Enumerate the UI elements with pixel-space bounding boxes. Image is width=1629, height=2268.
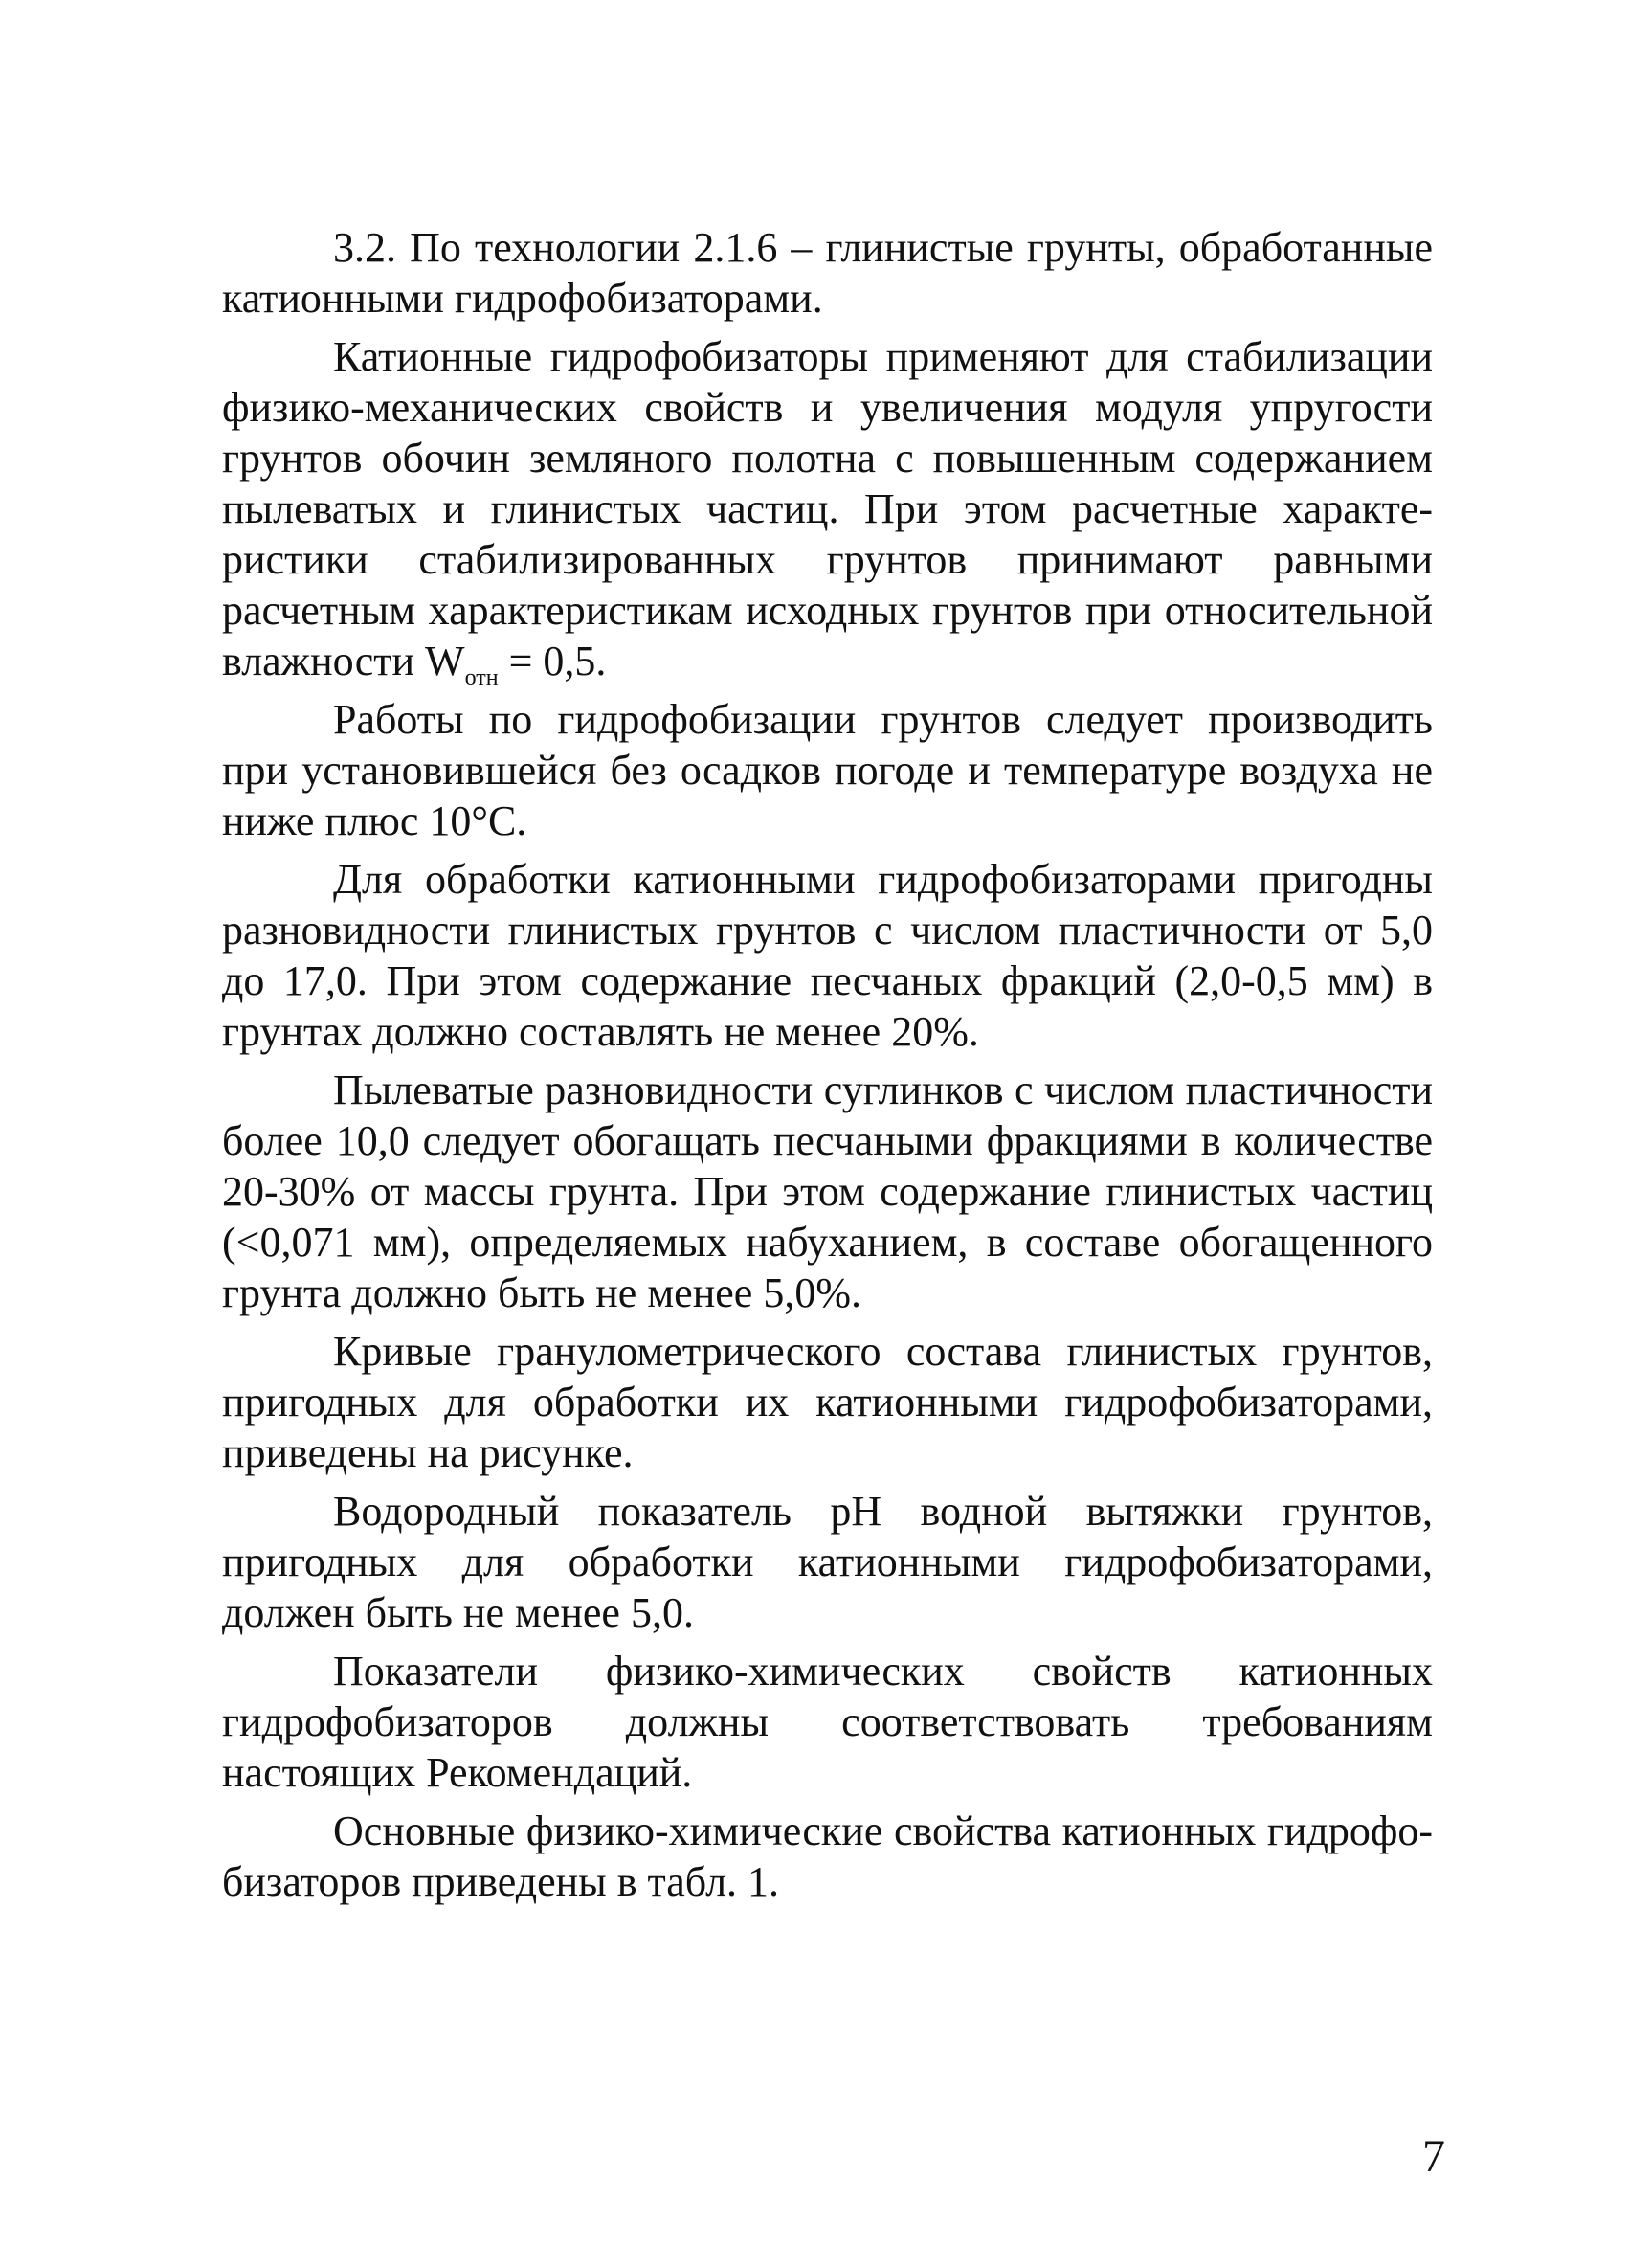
paragraph-cationic-purpose-text: Катионные гидрофобизаторы применяют для стабилизации физико-механических свойств и увеличения модуля упругости грунтов обочин земляного полотна с повышенным содержанием пылеватых и глинистых частиц. При этом расчетные характеристики стабилизированных грунтов принимают равными расчетным характеристикам исходных грунтов при относительной влажности W (222, 333, 1433, 685)
paragraph-section-heading: 3.2. По технологии 2.1.6 – глинистые грунты, обработанные катионными гидрофобизаторами. (222, 224, 1433, 322)
moisture-value: = 0,5. (498, 638, 607, 685)
moisture-subscript: отн (464, 665, 499, 690)
paragraph-cationic-purpose (222, 331, 1433, 690)
paragraph-work-conditions: Работы по гидрофобизации грунтов следует производить при установившейся без осадков погоде и температуре воздуха не ниже плюс 10°С. (222, 696, 1433, 844)
paragraph-properties-requirements: Показатели физико-химических свойств катионных гидрофобизаторов должны соответствовать требованиям настоящих Рекомендаций. (222, 1648, 1433, 1796)
paragraph-table-reference: Основные физико-химические свойства катионных гидрофобизаторов приведены в табл. 1. (222, 1808, 1433, 1905)
page-number: 7 (1422, 2131, 1445, 2182)
paragraph-ph-requirement: Водородный показатель рН водной вытяжки грунтов, пригодных для обработки катионными гидрофобизаторами, должен быть не менее 5,0. (222, 1488, 1433, 1636)
paragraph-granulometric-curves: Кривые гранулометрического состава глинистых грунтов, пригодных для обработки их катионными гидрофобизаторами, приведены на рисунке. (222, 1328, 1433, 1476)
paragraph-loam-enrichment: Пылеватые разновидности суглинков с числом пластичности более 10,0 следует обогащать песчаными фракциями в количестве 20-30% от массы грунта. При этом содержание глинистых частиц (<0,071 мм), определяемых набуханием, в составе обогащенного грунта должно быть не менее 5,0%. (222, 1067, 1433, 1316)
paragraph-suitable-soils: Для обработки катионными гидрофобизаторами пригодны разновидности глинистых грунтов с числом пластичности от 5,0 до 17,0. При этом содержание песчаных фракций (2,0-0,5 мм) в грунтах должно составлять не менее 20%. (222, 856, 1433, 1055)
body-text (222, 222, 1433, 1915)
